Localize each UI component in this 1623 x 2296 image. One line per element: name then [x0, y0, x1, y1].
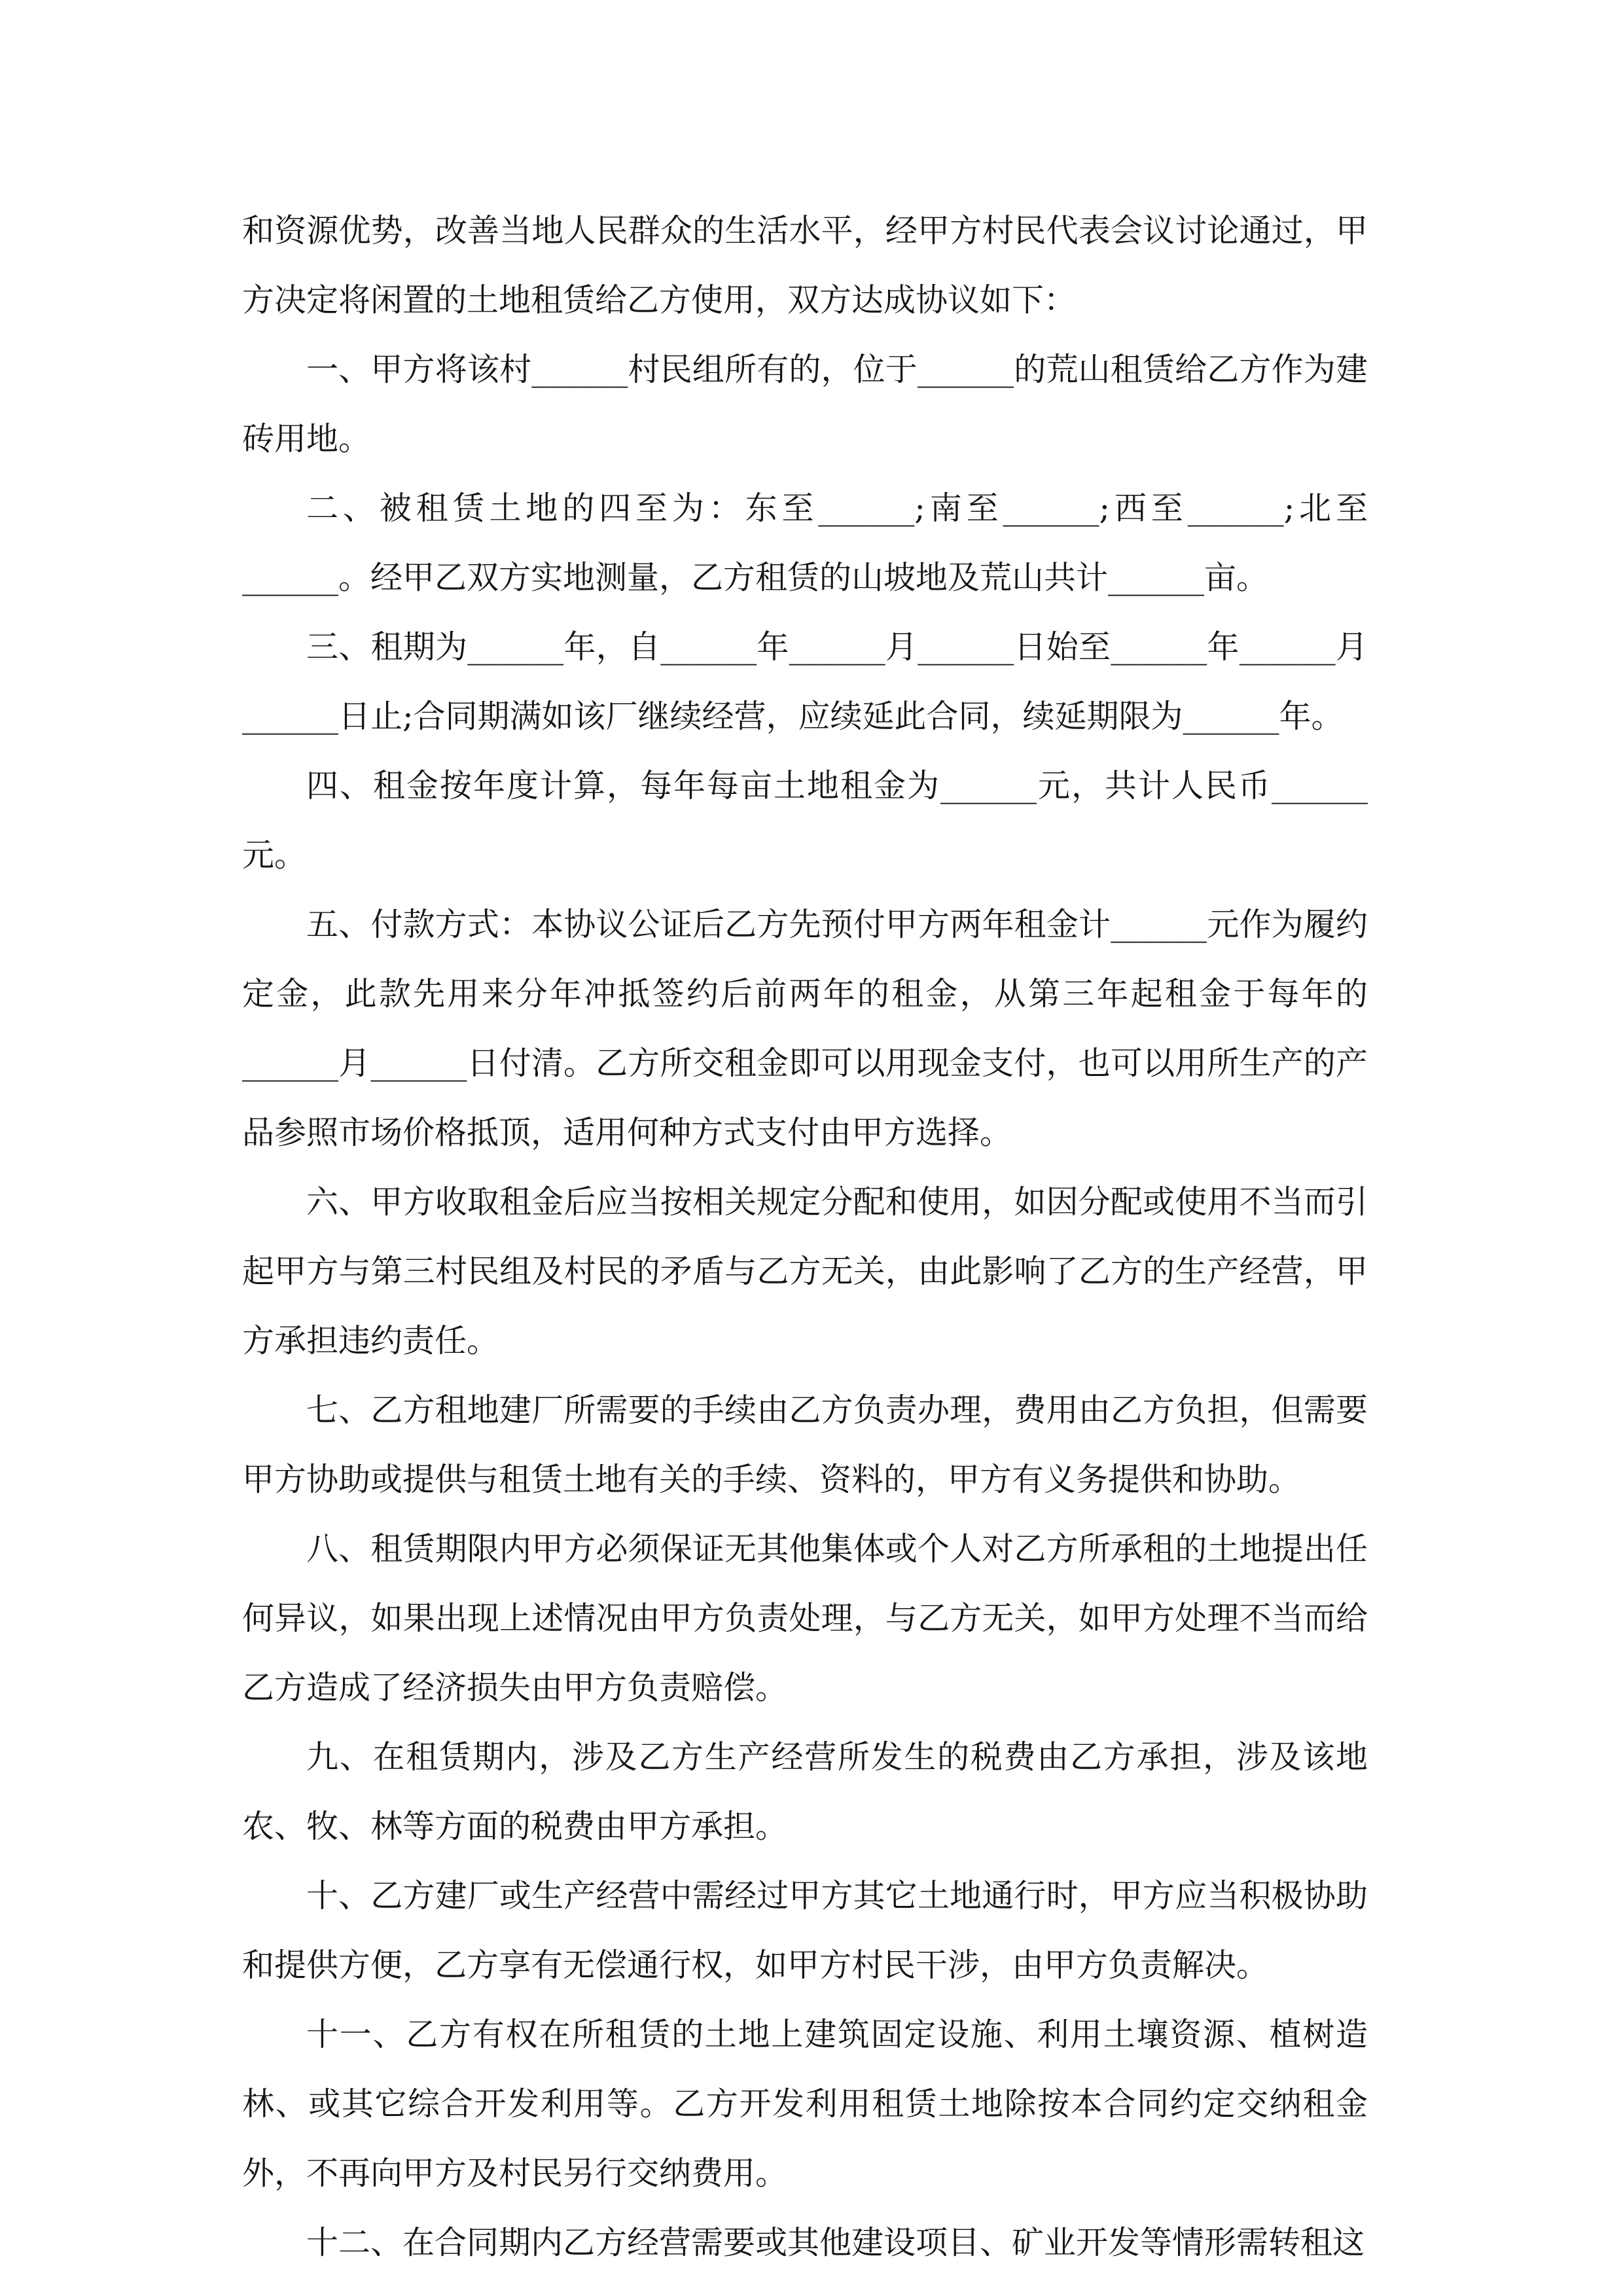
- paragraph-clause-10: 十、乙方建厂或生产经营中需经过甲方其它土地通行时，甲方应当积极协助和提供方便，乙方享有无偿通行权，如甲方村民干涉，由甲方负责解决。: [242, 1877, 1368, 1984]
- paragraph-clause-9: 九、在租赁期内，涉及乙方生产经营所发生的税费由乙方承担，涉及该地农、牧、林等方面的税费由甲方承担。: [242, 1738, 1368, 1845]
- paragraph-clause-8: 八、租赁期限内甲方必须保证无其他集体或个人对乙方所承租的土地提出任何异议，如果出现上述情况由甲方负责处理，与乙方无关，如甲方处理不当而给乙方造成了经济损失由甲方负责赔偿。: [242, 1530, 1368, 1706]
- paragraph-clause-1: 一、甲方将该村______村民组所有的，位于______的荒山租赁给乙方作为建砖用地。: [242, 351, 1368, 457]
- paragraph-intro: 和资源优势，改善当地人民群众的生活水平，经甲方村民代表会议讨论通过，甲方决定将闲置的土地租赁给乙方使用，双方达成协议如下：: [242, 212, 1368, 319]
- paragraph-clause-3: 三、租期为______年，自______年______月______日始至______年______月______日止;合同期满如该厂继续经营，应续延此合同，续延期限为______年。: [242, 628, 1368, 735]
- paragraph-clause-2: 二、被租赁土地的四至为：东至______;南至______;西至______;北至______。经甲乙双方实地测量，乙方租赁的山坡地及荒山共计______亩。: [242, 490, 1368, 596]
- paragraph-clause-7: 七、乙方租地建厂所需要的手续由乙方负责办理，费用由乙方负担，但需要甲方协助或提供与租赁土地有关的手续、资料的，甲方有义务提供和协助。: [242, 1391, 1368, 1498]
- paragraph-clause-5: 五、付款方式：本协议公证后乙方先预付甲方两年租金计______元作为履约定金，此款先用来分年冲抵签约后前两年的租金，从第三年起租金于每年的______月______日付清。乙方所交租金即可以用现金支付，也可以用所生产的产品参照市场价格抵顶，适用何种方式支付由甲方选择。: [242, 906, 1368, 1151]
- paragraph-clause-6: 六、甲方收取租金后应当按相关规定分配和使用，如因分配或使用不当而引起甲方与第三村民组及村民的矛盾与乙方无关，由此影响了乙方的生产经营，甲方承担违约责任。: [242, 1183, 1368, 1359]
- document-page: [242, 196, 1368, 2278]
- paragraph-clause-11: 十一、乙方有权在所租赁的土地上建筑固定设施、利用土壤资源、植树造林、或其它综合开发利用等。乙方开发利用租赁土地除按本合同约定交纳租金外，不再向甲方及村民另行交纳费用。: [242, 2016, 1368, 2192]
- paragraph-clause-4: 四、租金按年度计算，每年每亩土地租金为______元，共计人民币______元。: [242, 767, 1368, 874]
- paragraph-clause-12: 十二、在合同期内乙方经营需要或其他建设项目、矿业开发等情形需转租这: [306, 2224, 1365, 2261]
